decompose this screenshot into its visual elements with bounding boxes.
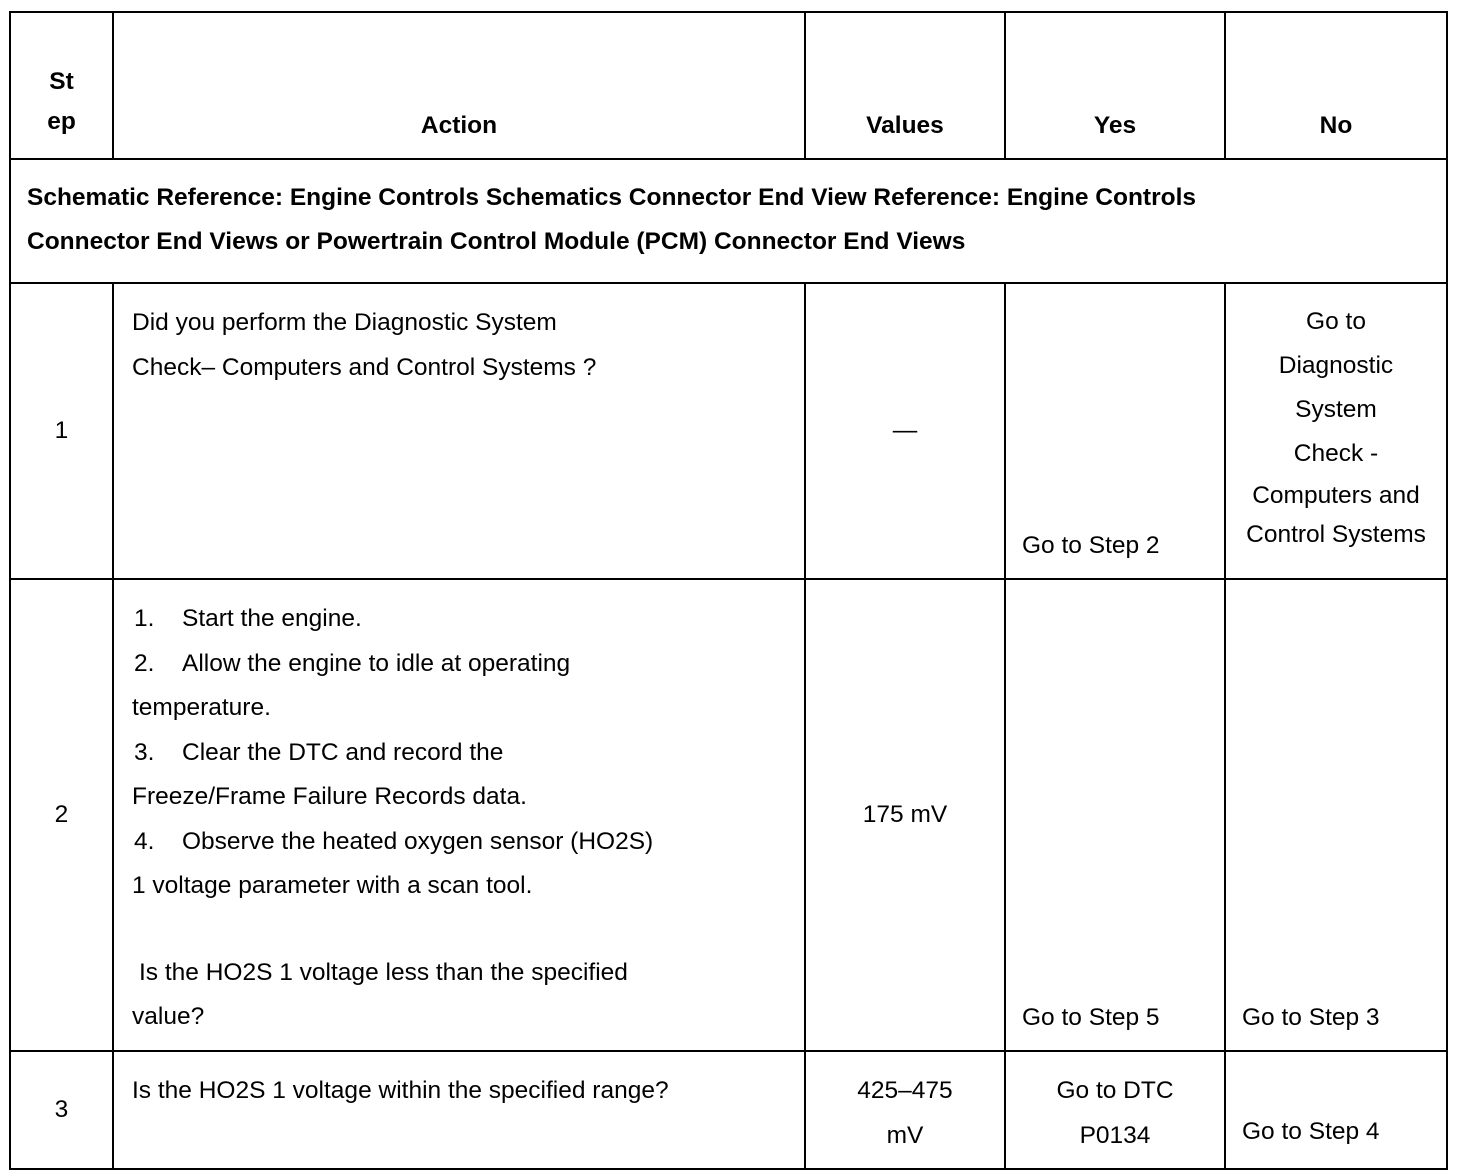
yes-step-3 xyxy=(1005,1051,1225,1169)
header-yes: Yes xyxy=(1005,12,1225,159)
table-row xyxy=(10,283,1447,579)
header-values: Values xyxy=(805,12,1005,159)
item-number: 4. xyxy=(134,827,155,855)
table-row xyxy=(10,1051,1447,1169)
action-step-2 xyxy=(113,579,805,1051)
schematic-reference xyxy=(10,159,1447,283)
action-line: Did you perform the Diagnostic System xyxy=(132,309,557,336)
no-link-step-2[interactable]: Go to Step 3 xyxy=(1242,1004,1380,1031)
yes-link-step-2[interactable]: Go to Step 5 xyxy=(1022,1004,1160,1031)
value-step-2: 175 mV xyxy=(805,579,1005,1051)
list-item xyxy=(132,597,786,642)
action-line: Is the HO2S 1 voltage within the specified range? xyxy=(132,1077,669,1104)
header-row xyxy=(10,12,1447,159)
list-item xyxy=(132,820,786,865)
header-no: No xyxy=(1225,12,1447,159)
action-step-1 xyxy=(113,283,805,579)
item-number: 2. xyxy=(134,649,155,677)
value-step-1: — xyxy=(805,283,1005,579)
yes-step-2 xyxy=(1005,579,1225,1051)
diagnostic-table xyxy=(9,11,1448,1170)
no-line: System xyxy=(1295,396,1377,423)
reference-line1: Schematic Reference: Engine Controls Schematics Connector End View Reference: Engine Controls xyxy=(27,184,1197,211)
yes-step-1 xyxy=(1005,283,1225,579)
no-link-step-3[interactable]: Go to Step 4 xyxy=(1242,1118,1380,1145)
question-line: value? xyxy=(132,1003,205,1030)
item-continuation: Freeze/Frame Failure Records data. xyxy=(132,783,527,810)
table-row xyxy=(10,579,1447,1051)
list-item xyxy=(132,642,786,687)
header-step xyxy=(10,12,113,159)
no-line: Check - xyxy=(1293,440,1379,467)
step-number-2: 2 xyxy=(10,579,113,1051)
no-line: Computers and xyxy=(1252,482,1420,509)
no-line: Diagnostic xyxy=(1278,352,1394,379)
no-step-1 xyxy=(1225,283,1447,579)
step-number-3: 3 xyxy=(10,1051,113,1169)
yes-link-step-1[interactable]: Go to Step 2 xyxy=(1022,532,1160,559)
no-step-2 xyxy=(1225,579,1447,1051)
value-line: mV xyxy=(886,1121,924,1149)
item-continuation: 1 voltage parameter with a scan tool. xyxy=(132,872,533,899)
no-step-3 xyxy=(1225,1051,1447,1169)
value-step-3 xyxy=(805,1051,1005,1169)
value-line: 425–475 xyxy=(857,1077,953,1104)
item-number: 1. xyxy=(134,605,155,632)
no-line: Control Systems xyxy=(1246,521,1426,548)
reference-row xyxy=(10,159,1447,283)
item-text: Start the engine. xyxy=(182,605,362,632)
header-action: Action xyxy=(113,12,805,159)
item-text: Observe the heated oxygen sensor (HO2S) xyxy=(182,827,654,855)
item-text: Allow the engine to idle at operating xyxy=(182,649,571,677)
header-step-line1: St xyxy=(49,68,74,95)
yes-link-step-3[interactable] xyxy=(1006,1069,1224,1158)
reference-line2: Connector End Views or Powertrain Control Module (PCM) Connector End Views xyxy=(27,228,966,255)
item-text: Clear the DTC and record the xyxy=(182,738,504,766)
yes-line: P0134 xyxy=(1079,1121,1151,1149)
question-line: Is the HO2S 1 voltage less than the specified xyxy=(139,958,628,986)
step-number-1: 1 xyxy=(10,283,113,579)
item-number: 3. xyxy=(134,738,155,766)
yes-line: Go to DTC xyxy=(1056,1077,1174,1104)
list-item xyxy=(132,731,786,776)
action-step-3 xyxy=(113,1051,805,1169)
no-line: Go to xyxy=(1306,308,1366,335)
no-link-step-1[interactable] xyxy=(1226,284,1446,554)
header-step-line2: ep xyxy=(47,108,76,135)
item-continuation: temperature. xyxy=(132,694,271,721)
action-line: Check– Computers and Control Systems ? xyxy=(132,353,597,381)
